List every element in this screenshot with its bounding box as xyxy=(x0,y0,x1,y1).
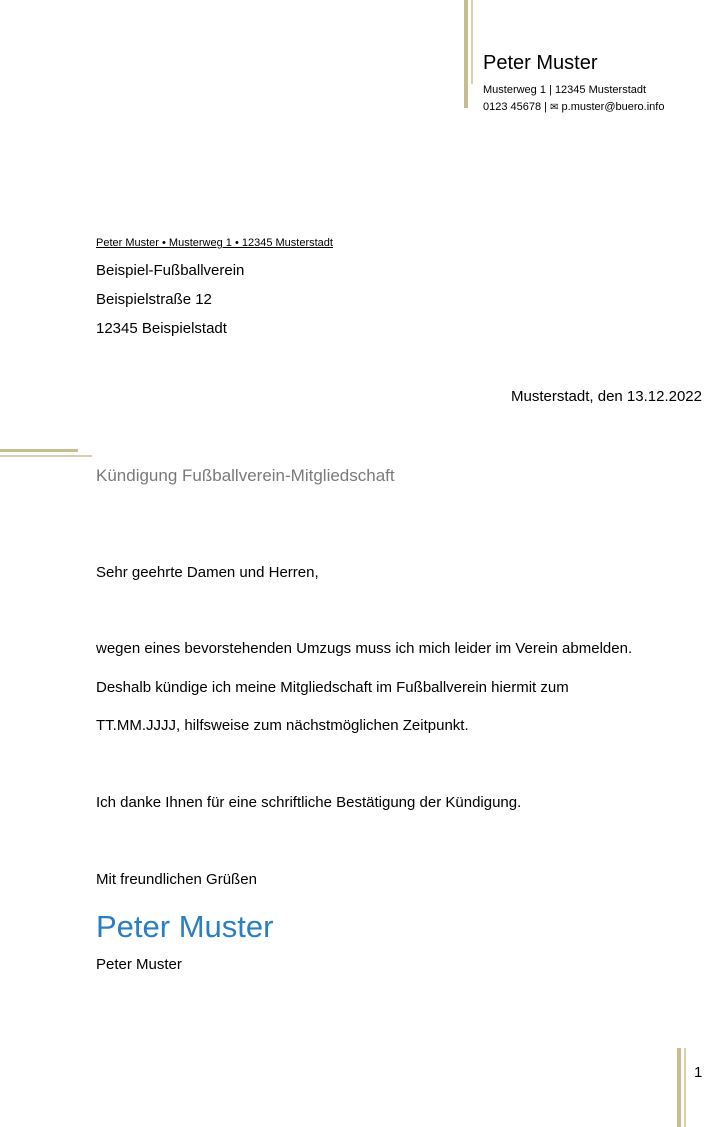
signed-name: Peter Muster xyxy=(96,956,182,973)
subject-line: Kündigung Fußballverein-Mitgliedschaft xyxy=(96,466,395,485)
paragraph-1-line-1: wegen eines bevorstehenden Umzugs muss ich mich leider im Verein abmelden. xyxy=(96,640,633,657)
paragraph-2: Ich danke Ihnen für eine schriftliche Bestätigung der Kündigung. xyxy=(96,794,522,811)
date-line: Musterstadt, den 13.12.2022 xyxy=(511,388,702,405)
header-accent-bar xyxy=(464,0,468,108)
recipient-city: 12345 Beispielstadt xyxy=(96,320,227,337)
footer-accent-bar xyxy=(677,1048,681,1127)
header-accent-bar-thin xyxy=(471,0,473,84)
return-address: Peter Muster • Musterweg 1 • 12345 Musterstadt xyxy=(96,237,333,249)
subject-accent-bar-thin xyxy=(0,455,92,457)
sender-name: Peter Muster xyxy=(483,52,598,74)
sender-contact xyxy=(483,101,664,113)
sender-phone: 0123 45678 | xyxy=(483,101,548,113)
footer-accent-bar-thin xyxy=(684,1048,686,1127)
subject-accent-bar xyxy=(0,449,78,452)
recipient-street: Beispielstraße 12 xyxy=(96,291,212,308)
paragraph-1-line-2: Deshalb kündige ich meine Mitgliedschaft im Fußballverein hiermit zum xyxy=(96,679,569,696)
page-number: 1 xyxy=(694,1064,703,1081)
signature: Peter Muster xyxy=(96,909,274,944)
sender-address: Musterweg 1 | 12345 Musterstadt xyxy=(483,84,647,96)
paragraph-1-line-3: TT.MM.JJJJ, hilfsweise zum nächstmöglichen Zeitpunkt. xyxy=(96,717,469,734)
mail-icon: ✉ xyxy=(550,102,559,113)
sender-email: p.muster@buero.info xyxy=(561,101,665,113)
closing: Mit freundlichen Grüßen xyxy=(96,871,257,888)
salutation: Sehr geehrte Damen und Herren, xyxy=(96,564,319,581)
recipient-name: Beispiel-Fußballverein xyxy=(96,262,245,279)
